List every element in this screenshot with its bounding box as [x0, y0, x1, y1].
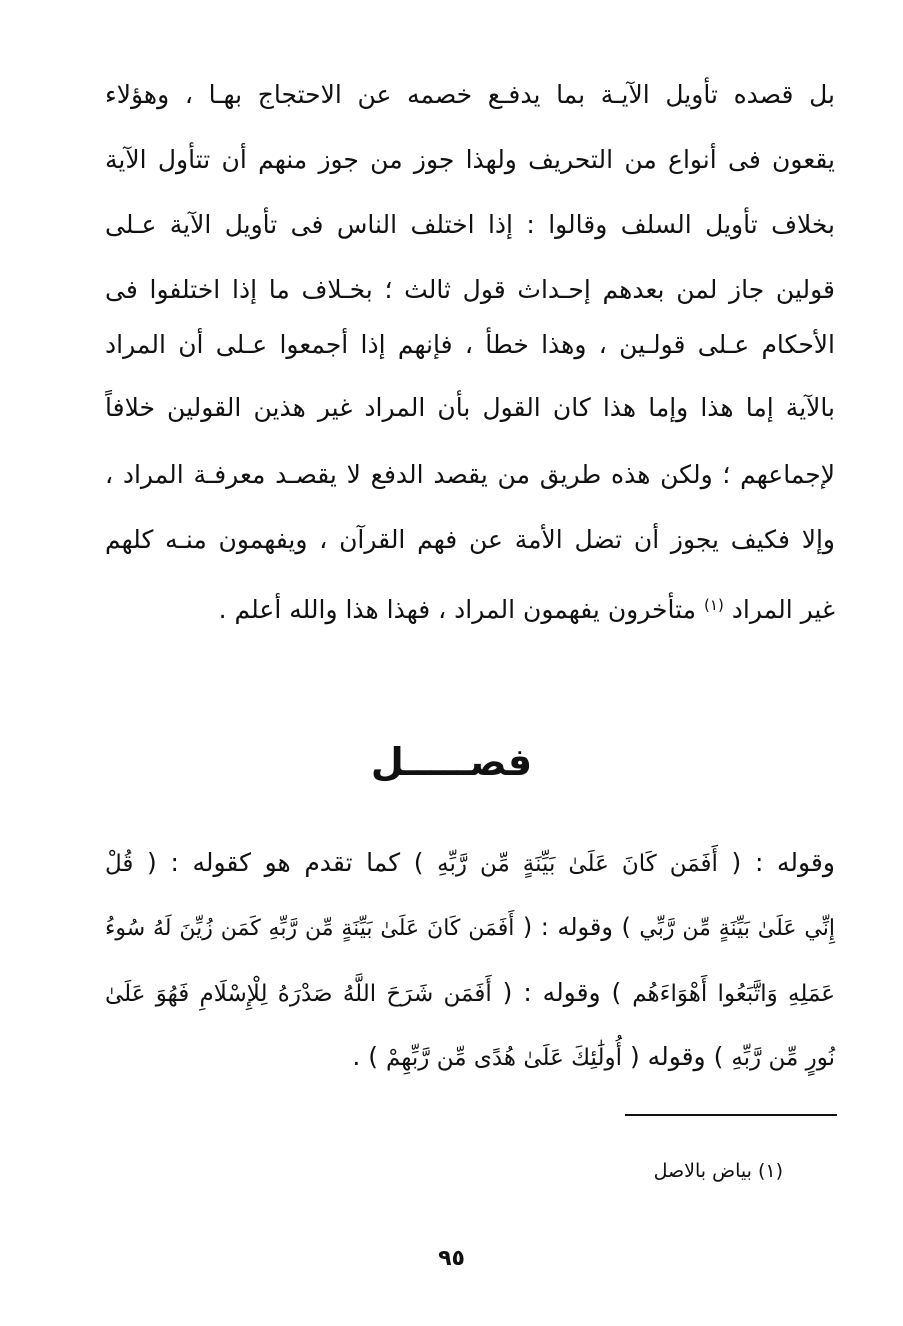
paragraph-line: الأحكام عـلى قولـين ، وهذا خطأ ، فإنهم إذا أجمعوا عـلى أن المراد [105, 330, 835, 359]
quran-verse: عَمَلِهِ وَاتَّبَعُوا أَهْوَاءَهُم [632, 981, 836, 1007]
quran-verse: إِنِّي عَلَىٰ بَيِّنَةٍ مِّن رَّبِّي [639, 916, 835, 941]
footnote-divider [625, 1114, 837, 1116]
quote-bracket: ( [731, 848, 742, 877]
quote-bracket: ) [413, 848, 424, 877]
section-text: وقوله : [523, 978, 601, 1007]
quran-verse: قُلْ [105, 851, 134, 877]
paragraph-line: قولين جاز لمن بعدهم إحـداث قول ثالث ؛ بخـلاف ما إذا اختلفوا فى [105, 275, 835, 304]
section-text: وقوله : [754, 848, 835, 877]
footnote-number: (١) [757, 1160, 783, 1182]
paragraph-line: وإلا فكيف يجوز أن تضل الأمة عن فهم القرآن ، ويفهمون منـه كلهم [105, 525, 835, 554]
section-line [105, 902, 835, 952]
paragraph-line: يقعون فى أنواع من التحريف ولهذا جوز من جوز منهم أن تتأول الآية [105, 145, 835, 174]
quran-verse: أُولَٰئِكَ عَلَىٰ هُدًى مِّن رَّبِّهِمْ [385, 1045, 622, 1071]
footnote-marker: (١) [704, 596, 724, 614]
footnote-text: بياض بالاصل [653, 1160, 752, 1182]
section-text: كما تقدم هو كقوله : [170, 848, 401, 877]
paragraph-text: غير المراد [731, 595, 835, 624]
paragraph-line: لإجماعهم ؛ ولكن هذه طريق من يقصد الدفع لا يقصـد معرفـة المراد ، [105, 460, 835, 489]
quran-verse: أَفَمَن شَرَحَ اللَّهُ صَدْرَهُ لِلْإِسْلَامِ فَهُوَ عَلَىٰ [105, 981, 492, 1007]
quote-bracket: ) [611, 978, 622, 1007]
quote-bracket: ( [502, 978, 513, 1007]
quote-bracket: ( [629, 1042, 640, 1071]
quote-bracket: ( [147, 848, 157, 877]
section-line [105, 1032, 835, 1082]
quote-bracket: ( [522, 913, 533, 941]
paragraph-line: بالآية إما هذا وإما هذا كان القول بأن المراد غير هذين القولين خلافاً [105, 393, 835, 422]
footnote [383, 1156, 783, 1186]
quran-verse: أَفَمَن كَانَ عَلَىٰ بَيِّنَةٍ مِّن رَّبِّهِ [437, 851, 718, 877]
quran-verse: أَفَمَن كَانَ عَلَىٰ بَيِّنَةٍ مِّن رَّبِّهِ كَمَن زُيِّنَ لَهُ سُوءُ [105, 916, 515, 941]
paragraph-line: بخلاف تأويل السلف وقالوا : إذا اختلف الناس فى تأويل الآية عـلى [105, 210, 835, 239]
quote-bracket: ) [713, 1042, 724, 1071]
section-heading: فصـــــل [370, 740, 533, 784]
section-text: وقوله : [540, 913, 613, 941]
paragraph-line: بل قصده تأويل الآيـة بما يدفـع خصمه عن الاحتجاج بهـا ، وهؤلاء [105, 80, 835, 109]
section-line [105, 968, 835, 1018]
page-number: ٩٥ [438, 1246, 465, 1271]
quran-verse: نُورٍ مِّن رَّبِّهِ [731, 1045, 835, 1071]
quote-bracket: ) . [352, 1042, 379, 1071]
paragraph-last-line [105, 580, 835, 630]
quote-bracket: ) [621, 913, 631, 941]
section-text: وقوله [647, 1042, 706, 1071]
paragraph-text: متأخرون يفهمون المراد ، فهذا هذا والله أعلم . [218, 595, 697, 624]
section-line [105, 838, 835, 888]
